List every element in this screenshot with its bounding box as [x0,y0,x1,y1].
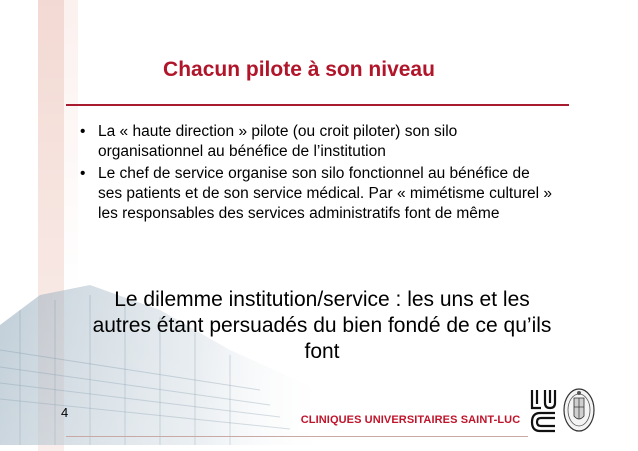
bullet-item [76,122,556,162]
luc-logo-icon [528,386,558,434]
bullet-item [76,164,556,224]
footer-rule [66,436,528,437]
bullet-text: Le chef de service organise son silo fonctionnel au bénéfice de ses patients et de son service médical. Par « mimétisme culturel » les responsables des services administratifs font de même [98,165,552,222]
bullet-list [76,122,556,226]
slide-title: Chacun pilote à son niveau [163,58,435,81]
footer-institution-name: CLINIQUES UNIVERSITAIRES SAINT-LUC [300,414,521,426]
bullet-text: La « haute direction » pilote (ou croit piloter) son silo organisationnel au bénéfice de l’institution [98,123,458,160]
title-underline [66,104,569,106]
page-number: 4 [61,405,69,420]
university-seal-icon [562,386,596,434]
bullet-dot: • [80,123,86,140]
emphasis-statement: Le dilemme institution/service : les uns et les autres étant persuadés du bien fondé de ce qu’ils font [92,288,552,363]
bullet-dot: • [80,165,86,182]
